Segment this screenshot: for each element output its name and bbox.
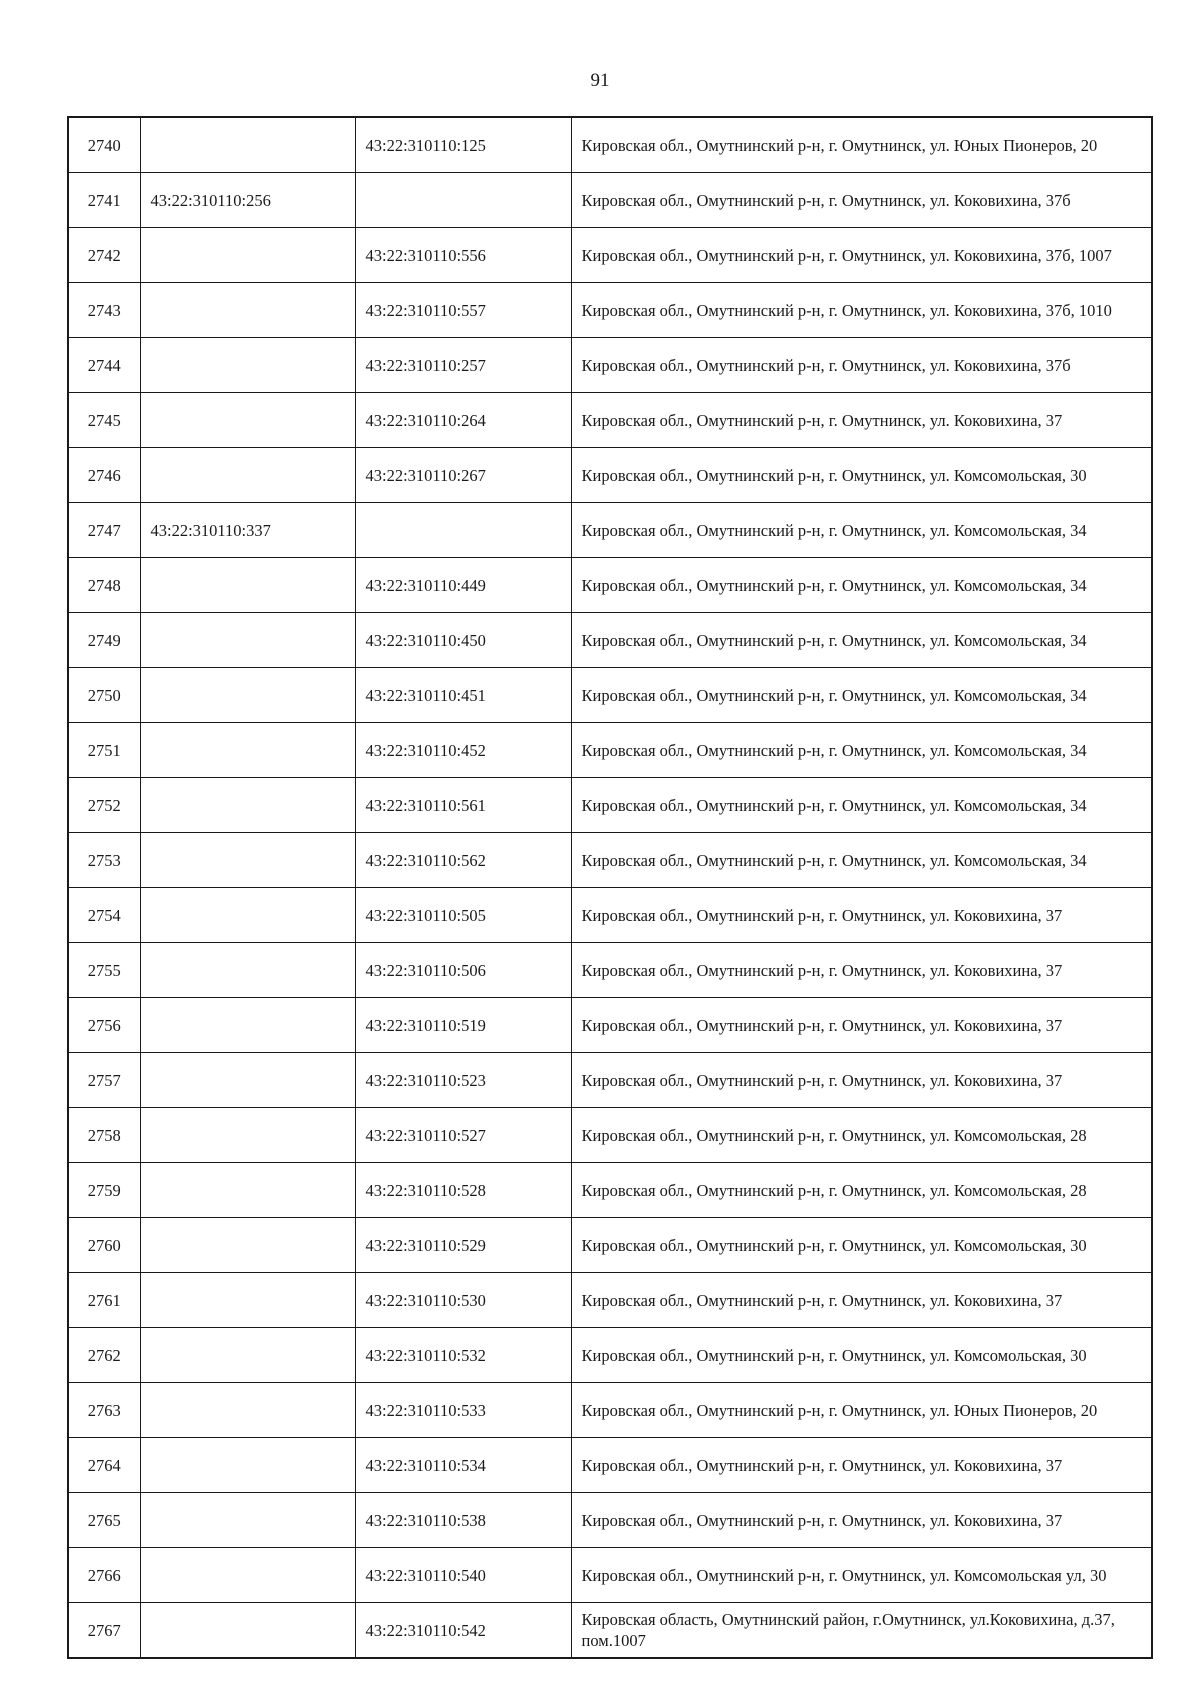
cadastral-number-1-cell: [140, 613, 355, 668]
row-number-cell: 2762: [68, 1328, 140, 1383]
row-number-cell: 2760: [68, 1218, 140, 1273]
cadastral-number-1-cell: [140, 1493, 355, 1548]
cadastral-number-2-cell: 43:22:310110:538: [355, 1493, 571, 1548]
table-row: [68, 833, 1152, 888]
cadastral-number-1-cell: [140, 943, 355, 998]
cadastral-number-1-cell: [140, 668, 355, 723]
cadastral-number-1-cell: [140, 1273, 355, 1328]
cadastral-number-2-cell: 43:22:310110:530: [355, 1273, 571, 1328]
address-cell: Кировская обл., Омутнинский р-н, г. Омутнинск, ул. Коковихина, 37: [571, 393, 1152, 448]
row-number-cell: 2747: [68, 503, 140, 558]
cadastral-number-2-cell: 43:22:310110:534: [355, 1438, 571, 1493]
cadastral-number-1-cell: [140, 1108, 355, 1163]
row-number-cell: 2752: [68, 778, 140, 833]
table-row: [68, 1163, 1152, 1218]
address-cell: Кировская обл., Омутнинский р-н, г. Омутнинск, ул. Коковихина, 37: [571, 998, 1152, 1053]
cadastral-number-1-cell: [140, 723, 355, 778]
row-number-cell: 2749: [68, 613, 140, 668]
address-cell: Кировская обл., Омутнинский р-н, г. Омутнинск, ул. Комсомольская, 34: [571, 778, 1152, 833]
table-row: [68, 613, 1152, 668]
row-number-cell: 2758: [68, 1108, 140, 1163]
row-number-cell: 2759: [68, 1163, 140, 1218]
registry-table: [67, 116, 1153, 1659]
cadastral-number-2-cell: 43:22:310110:506: [355, 943, 571, 998]
table-row: [68, 173, 1152, 228]
cadastral-number-2-cell: 43:22:310110:519: [355, 998, 571, 1053]
address-cell: Кировская обл., Омутнинский р-н, г. Омутнинск, ул. Коковихина, 37б, 1010: [571, 283, 1152, 338]
table-row: [68, 723, 1152, 778]
address-cell: Кировская обл., Омутнинский р-н, г. Омутнинск, ул. Комсомольская, 34: [571, 558, 1152, 613]
cadastral-number-1-cell: [140, 1163, 355, 1218]
cadastral-number-2-cell: 43:22:310110:264: [355, 393, 571, 448]
table-row: [68, 1493, 1152, 1548]
address-cell: Кировская обл., Омутнинский р-н, г. Омутнинск, ул. Коковихина, 37б, 1007: [571, 228, 1152, 283]
table-row: [68, 888, 1152, 943]
address-cell: Кировская обл., Омутнинский р-н, г. Омутнинск, ул. Коковихина, 37: [571, 1273, 1152, 1328]
cadastral-number-1-cell: 43:22:310110:256: [140, 173, 355, 228]
cadastral-number-1-cell: [140, 1548, 355, 1603]
row-number-cell: 2756: [68, 998, 140, 1053]
cadastral-number-1-cell: [140, 283, 355, 338]
cadastral-number-1-cell: [140, 448, 355, 503]
address-cell: Кировская обл., Омутнинский р-н, г. Омутнинск, ул. Комсомольская, 34: [571, 613, 1152, 668]
table-row: [68, 1053, 1152, 1108]
cadastral-number-2-cell: 43:22:310110:562: [355, 833, 571, 888]
row-number-cell: 2740: [68, 117, 140, 173]
cadastral-number-1-cell: [140, 998, 355, 1053]
address-cell: Кировская обл., Омутнинский р-н, г. Омутнинск, ул. Юных Пионеров, 20: [571, 117, 1152, 173]
row-number-cell: 2761: [68, 1273, 140, 1328]
cadastral-number-1-cell: [140, 888, 355, 943]
cadastral-number-2-cell: 43:22:310110:542: [355, 1603, 571, 1659]
row-number-cell: 2767: [68, 1603, 140, 1659]
address-cell: Кировская обл., Омутнинский р-н, г. Омутнинск, ул. Коковихина, 37б: [571, 338, 1152, 393]
table-row: [68, 1383, 1152, 1438]
cadastral-number-2-cell: 43:22:310110:527: [355, 1108, 571, 1163]
table-row: [68, 1328, 1152, 1383]
cadastral-number-2-cell: 43:22:310110:257: [355, 338, 571, 393]
cadastral-number-2-cell: 43:22:310110:449: [355, 558, 571, 613]
cadastral-number-2-cell: 43:22:310110:561: [355, 778, 571, 833]
table-row: [68, 338, 1152, 393]
address-cell: Кировская обл., Омутнинский р-н, г. Омутнинск, ул. Комсомольская, 34: [571, 723, 1152, 778]
cadastral-number-2-cell: [355, 503, 571, 558]
address-cell: Кировская обл., Омутнинский р-н, г. Омутнинск, ул. Коковихина, 37: [571, 888, 1152, 943]
cadastral-number-1-cell: [140, 228, 355, 283]
address-cell: Кировская обл., Омутнинский р-н, г. Омутнинск, ул. Коковихина, 37: [571, 943, 1152, 998]
table-row: [68, 283, 1152, 338]
row-number-cell: 2750: [68, 668, 140, 723]
cadastral-number-1-cell: [140, 1603, 355, 1659]
row-number-cell: 2741: [68, 173, 140, 228]
cadastral-number-1-cell: [140, 778, 355, 833]
address-cell: Кировская обл., Омутнинский р-н, г. Омутнинск, ул. Комсомольская, 30: [571, 1218, 1152, 1273]
address-cell: Кировская обл., Омутнинский р-н, г. Омутнинск, ул. Комсомольская, 34: [571, 668, 1152, 723]
row-number-cell: 2755: [68, 943, 140, 998]
cadastral-number-2-cell: 43:22:310110:451: [355, 668, 571, 723]
row-number-cell: 2748: [68, 558, 140, 613]
address-cell: Кировская обл., Омутнинский р-н, г. Омутнинск, ул. Коковихина, 37: [571, 1438, 1152, 1493]
address-cell: Кировская обл., Омутнинский р-н, г. Омутнинск, ул. Комсомольская, 28: [571, 1108, 1152, 1163]
table-row: [68, 117, 1152, 173]
row-number-cell: 2754: [68, 888, 140, 943]
address-cell: Кировская обл., Омутнинский р-н, г. Омутнинск, ул. Комсомольская, 28: [571, 1163, 1152, 1218]
cadastral-number-1-cell: [140, 1328, 355, 1383]
registry-table-body: [68, 117, 1152, 1658]
row-number-cell: 2765: [68, 1493, 140, 1548]
table-row: [68, 1218, 1152, 1273]
cadastral-number-1-cell: [140, 1218, 355, 1273]
row-number-cell: 2745: [68, 393, 140, 448]
page-number: 91: [590, 70, 610, 91]
cadastral-number-2-cell: 43:22:310110:452: [355, 723, 571, 778]
row-number-cell: 2764: [68, 1438, 140, 1493]
address-cell: Кировская обл., Омутнинский р-н, г. Омутнинск, ул. Комсомольская, 34: [571, 833, 1152, 888]
table-row: [68, 1548, 1152, 1603]
cadastral-number-1-cell: [140, 338, 355, 393]
table-row: [68, 778, 1152, 833]
cadastral-number-2-cell: 43:22:310110:528: [355, 1163, 571, 1218]
cadastral-number-1-cell: [140, 1053, 355, 1108]
cadastral-number-2-cell: 43:22:310110:557: [355, 283, 571, 338]
cadastral-number-1-cell: [140, 117, 355, 173]
table-row: [68, 1273, 1152, 1328]
table-row: [68, 1108, 1152, 1163]
address-cell: Кировская обл., Омутнинский р-н, г. Омутнинск, ул. Коковихина, 37: [571, 1053, 1152, 1108]
address-cell: Кировская обл., Омутнинский р-н, г. Омутнинск, ул. Комсомольская, 30: [571, 448, 1152, 503]
row-number-cell: 2743: [68, 283, 140, 338]
row-number-cell: 2763: [68, 1383, 140, 1438]
row-number-cell: 2744: [68, 338, 140, 393]
cadastral-number-1-cell: [140, 1383, 355, 1438]
row-number-cell: 2766: [68, 1548, 140, 1603]
cadastral-number-2-cell: 43:22:310110:529: [355, 1218, 571, 1273]
cadastral-number-2-cell: 43:22:310110:505: [355, 888, 571, 943]
table-row: [68, 228, 1152, 283]
cadastral-number-2-cell: 43:22:310110:532: [355, 1328, 571, 1383]
cadastral-number-2-cell: 43:22:310110:450: [355, 613, 571, 668]
cadastral-number-2-cell: 43:22:310110:267: [355, 448, 571, 503]
cadastral-number-1-cell: [140, 558, 355, 613]
address-cell: Кировская обл., Омутнинский р-н, г. Омутнинск, ул. Коковихина, 37б: [571, 173, 1152, 228]
table-row: [68, 558, 1152, 613]
address-cell: Кировская обл., Омутнинский р-н, г. Омутнинск, ул. Комсомольская, 34: [571, 503, 1152, 558]
cadastral-number-2-cell: 43:22:310110:556: [355, 228, 571, 283]
table-row: [68, 943, 1152, 998]
cadastral-number-1-cell: [140, 1438, 355, 1493]
cadastral-number-1-cell: 43:22:310110:337: [140, 503, 355, 558]
cadastral-number-2-cell: [355, 173, 571, 228]
address-cell: Кировская обл., Омутнинский р-н, г. Омутнинск, ул. Комсомольская ул, 30: [571, 1548, 1152, 1603]
address-cell: Кировская обл., Омутнинский р-н, г. Омутнинск, ул. Комсомольская, 30: [571, 1328, 1152, 1383]
address-cell: Кировская обл., Омутнинский р-н, г. Омутнинск, ул. Юных Пионеров, 20: [571, 1383, 1152, 1438]
table-row: [68, 393, 1152, 448]
cadastral-number-2-cell: 43:22:310110:533: [355, 1383, 571, 1438]
table-row: [68, 448, 1152, 503]
row-number-cell: 2757: [68, 1053, 140, 1108]
table-row: [68, 1603, 1152, 1659]
cadastral-number-2-cell: 43:22:310110:540: [355, 1548, 571, 1603]
table-row: [68, 503, 1152, 558]
table-row: [68, 1438, 1152, 1493]
cadastral-number-2-cell: 43:22:310110:523: [355, 1053, 571, 1108]
row-number-cell: 2753: [68, 833, 140, 888]
row-number-cell: 2742: [68, 228, 140, 283]
address-cell: Кировская обл., Омутнинский р-н, г. Омутнинск, ул. Коковихина, 37: [571, 1493, 1152, 1548]
table-row: [68, 668, 1152, 723]
cadastral-number-1-cell: [140, 833, 355, 888]
cadastral-number-2-cell: 43:22:310110:125: [355, 117, 571, 173]
address-cell: Кировская область, Омутнинский район, г.Омутнинск, ул.Коковихина, д.37, пом.1007: [571, 1603, 1152, 1659]
row-number-cell: 2746: [68, 448, 140, 503]
row-number-cell: 2751: [68, 723, 140, 778]
cadastral-number-1-cell: [140, 393, 355, 448]
table-row: [68, 998, 1152, 1053]
